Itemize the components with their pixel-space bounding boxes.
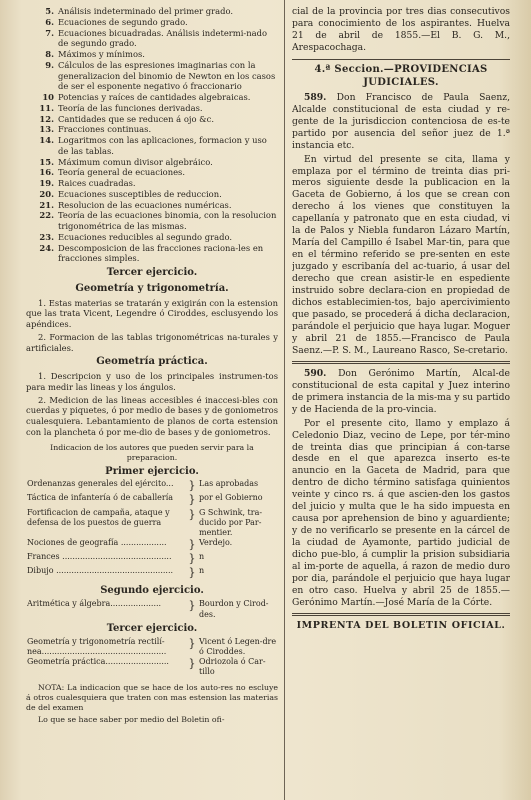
list-item: [26, 210, 278, 232]
list-item: [26, 157, 278, 168]
list-item-number: 23.: [39, 231, 54, 242]
list-item: [26, 232, 278, 243]
list-item-text: Máximos y mínimos.: [58, 49, 145, 59]
list-item: [26, 135, 278, 157]
right-column: [292, 6, 510, 794]
heading-primer-ejercicio: Primer ejercicio.: [105, 465, 199, 477]
paragraph: 1. Descripcion y uso de los principales instrumen-tos para medir las lineas y los ángulos.: [26, 371, 278, 392]
notice-589-body: En virtud del presente se cita, llama y emplaza por el término de treinta dias pri-meros siguiente desde la publicacion en la Gaceta de Gobierno, á los que se crean con derecho á los vienes que constituyen la capellanía y patronato que en esta ciudad, vi la de Palos y Niebla fundaron Lázaro Martín, María del Campillo é Isabel Mar-tin, para que en el término referido se pre-senten en este juzgado y escribanía del ac-tuario, á usar del derecho que crean asistir-le en espediente instruido sobre declara-cion en propiedad de dichos establecimien-tos, bajo apercivimiento que pasado, se procederá á dicha declaracion, parándole el perjuicio que haya lugar. Moguer y abril 21 de 1855.—Francisco de Paula Saenz.—P. S. M., Laureano Rasco, Se-cretario.: [292, 153, 510, 356]
author-cell: Vicent ó Legen-dre ó Ciroddes.: [199, 636, 277, 656]
list-item-text: Resolucion de las ecuaciones numéricas.: [58, 199, 232, 210]
list-item-number: 13.: [39, 124, 54, 135]
author-cell: n: [199, 566, 205, 576]
table-row: [26, 508, 278, 539]
authors-table-3: [26, 637, 278, 678]
notice-number: 589.: [304, 91, 327, 103]
left-column: [26, 6, 278, 794]
section-heading: 4.ª Seccion.—PROVIDENCIAS JUDICIALES.: [314, 63, 488, 88]
list-item: [26, 200, 278, 211]
table-row: [26, 479, 278, 493]
list-item-number: 24.: [39, 242, 54, 253]
brace-glyph: }: [188, 552, 196, 566]
brace-glyph: }: [188, 479, 196, 493]
list-item-text: Máximum comun divisor algebráico.: [58, 156, 213, 167]
table-row: [26, 538, 278, 552]
list-item-text: Raices cuadradas.: [58, 178, 136, 188]
list-item-text: Análisis indeterminado del primer grado.: [58, 6, 234, 16]
list-item: [26, 189, 278, 200]
list-item-text: Ecuaciones susceptibles de reduccion.: [58, 188, 222, 199]
list-item-text: Cantidades que se reducen á ojo &c.: [58, 113, 214, 124]
divider: [292, 59, 510, 60]
divider: [292, 361, 510, 364]
brace-glyph: }: [188, 657, 196, 670]
list-item: [26, 49, 278, 60]
list-item-number: 12.: [39, 113, 54, 124]
list-item-number: 6.: [45, 16, 54, 27]
list-item: [26, 28, 278, 50]
list-item-text: Ecuaciones de segundo grado.: [58, 16, 188, 27]
authors-table-2: [26, 599, 278, 619]
paragraph: 2. Medicion de las lineas accesibles é inaccesi-bles con cuerdas y piquetes, ó por medio de bases y de goniometros cualesquiera. Lebantamiento de planos de corta estension con la plancheta ó por me-dio de bases y de goniometros.: [26, 394, 278, 437]
list-item: [26, 6, 278, 17]
list-item-text: Ecuaciones reducibles al segundo grado.: [58, 231, 233, 242]
list-item-number: 8.: [45, 49, 54, 59]
subject-cell: Nociones de geografía ..................: [27, 538, 167, 548]
subject-cell: Dibujo ..............................................: [27, 566, 174, 576]
printer-imprint: IMPRENTA DEL BOLETIN OFICIAL.: [296, 619, 506, 631]
notice-590-intro: 590. Don Gerónimo Martín, Alcal-de constitucional de esta capital y Juez interino de primera instancia de la mis-ma y su partido y de Hacienda de la pro-vincia.: [292, 367, 510, 415]
brace-glyph: }: [188, 636, 196, 650]
heading-geometria: Geometría y trigonometría.: [75, 282, 229, 294]
list-item: [26, 92, 278, 103]
list-item-number: 14.: [39, 135, 54, 145]
list-item-number: 22.: [39, 210, 54, 221]
subject-cell: Ordenanzas generales del ejército...: [27, 479, 174, 489]
list-item: [26, 243, 278, 265]
heading-geometria-practica: Geometría práctica.: [96, 356, 208, 368]
brace-glyph: }: [188, 566, 196, 580]
table-row: [26, 566, 278, 580]
column-divider: [284, 0, 285, 800]
authors-table-1: [26, 479, 278, 580]
list-item: [26, 17, 278, 28]
list-item-number: 7.: [45, 27, 54, 38]
heading-tercer-ejercicio: Tercer ejercicio.: [106, 267, 198, 278]
paragraph: 2. Formacion de las tablas trigonométricas na-turales y artificiales.: [26, 331, 278, 353]
divider: [292, 613, 510, 616]
list-item-number: 19.: [39, 178, 54, 188]
list-item-number: 11.: [39, 102, 54, 113]
brace-glyph: }: [188, 599, 196, 613]
list-item-text: Descomposicion de las fracciones raciona-les en fracciones simples.: [58, 242, 264, 264]
topic-list: [26, 6, 278, 264]
author-cell: Las aprobadas: [199, 479, 259, 489]
notice-589-intro: 589. Don Francisco de Paula Saenz, Alcalde constitucional de esta ciudad y re-gente de la jurisdiccion contenciosa de es-te partido por ausencia del señor juez de 1.ª instancia etc.: [292, 91, 510, 151]
list-item-text: Logaritmos con las aplicaciones, formacion y uso de las tablas.: [58, 135, 267, 156]
list-item-text: Ecuaciones bicuadradas. Análisis indetermi-nado de segundo grado.: [58, 27, 268, 49]
note: NOTA: La indicacion que se hace de los auto-res no escluye á otros cualesquiera que traten con mas estension las materias de del examen: [26, 683, 278, 713]
list-item-number: 5.: [45, 6, 54, 16]
list-item: [26, 124, 278, 135]
heading-segundo-ejercicio: Segundo ejercicio.: [100, 585, 204, 597]
brace-glyph: }: [188, 507, 196, 521]
list-item-number: 20.: [39, 188, 54, 199]
list-item-number: 15.: [39, 156, 54, 167]
list-item: [26, 60, 278, 92]
author-cell: n: [199, 552, 205, 562]
list-item-number: 16.: [39, 167, 54, 178]
author-cell: Verdejo.: [199, 538, 233, 548]
continued-notice: cial de la provincia por tres dias consecutivos para conocimiento de los aspirantes. Huelva 21 de abril de 1855.—El B. G. M., Arespacochaga.: [292, 6, 510, 53]
heading-tercer-ejercicio-2: Tercer ejercicio.: [106, 622, 198, 634]
list-item-number: 21.: [39, 199, 54, 210]
table-row: [26, 493, 278, 507]
list-item-text: Fracciones continuas.: [58, 124, 152, 135]
author-cell: por el Gobierno: [199, 493, 263, 503]
table-row: [26, 637, 278, 657]
list-item-text: Teoría general de ecuaciones.: [58, 167, 186, 178]
list-item-text: Teoría de las funciones derivadas.: [58, 102, 203, 113]
author-cell: Bourdon y Cirod-des.: [199, 599, 269, 619]
subject-cell: Frances ...........................................: [27, 552, 172, 562]
table-row: [26, 552, 278, 566]
table-row: [26, 657, 278, 677]
closing-line: Lo que se hace saber por medio del Boletin ofi-: [38, 715, 225, 725]
table-row: [26, 599, 278, 619]
list-item-text: Teoría de las ecuaciones binomia, con la resolucion trigonométrica de las mismas.: [58, 210, 277, 231]
subject-cell: Geometría y trigonometría rectilí-nea.................................................: [27, 636, 167, 656]
brace-glyph: }: [188, 538, 196, 552]
author-cell: G Schwink, tra-ducido por Par-mentier.: [199, 507, 263, 537]
subject-cell: Aritmética y álgebra....................: [27, 599, 162, 609]
list-item-number: 10: [42, 92, 54, 102]
authors-indication: Indicacion de los autores que pueden servir para la preparacion.: [50, 442, 254, 462]
subject-cell: Fortificacion de campaña, ataque y defensa de los puestos de guerra: [27, 507, 170, 527]
paragraph: 1. Estas materias se tratarán y exigirán con la estension que las trata Vicent, Legendre ó Ciroddes, esclusyendo los apéndices.: [26, 297, 278, 330]
notice-590-body: Por el presente cito, llamo y emplazo á Celedonio Diaz, vecino de Lepe, por tér-mino de treinta dias que principian á con-tarse desde en el que aparezca inserto es-te anuncio en la Gaceta de Madrid, para que dentro de dicho término satisfaga quinientos veinte y cinco rs. á que ascien-den los gastos del juicio y multa que le ha sido impuesta en causa por aprehension de bino y aguardiente; y de no verificarlo se presente en la cárcel de la ciudad de Ayamonte, partido judicial de dicho pue-blo, á cumplir la prision subsidiaria al im-porte de aquella, á razon de medio duro por dia, parándole el perjuicio que haya lugar en otro caso. Huelva y abril 25 de 1855.—Gerónimo Martín.—José María de la Córte.: [292, 417, 510, 608]
subject-cell: Táctica de infantería ó de caballería: [27, 493, 174, 503]
list-item-text: Cálculos de las espresiones imaginarias con la generalizacion del binomio de Newton en los casos de ser el esponente negativo ó fraccionario: [58, 59, 276, 92]
author-cell: Odriozola ó Car-tillo: [199, 657, 266, 677]
notice-number: 590.: [304, 367, 327, 379]
list-item-text: Potencias y raíces de cantidades algebraicas.: [58, 92, 251, 102]
list-item: [26, 167, 278, 178]
list-item: [26, 103, 278, 114]
list-item: [26, 178, 278, 189]
list-item-number: 9.: [45, 59, 54, 70]
subject-cell: Geometría práctica.........................: [27, 657, 169, 666]
brace-glyph: }: [188, 493, 196, 507]
list-item: [26, 114, 278, 125]
